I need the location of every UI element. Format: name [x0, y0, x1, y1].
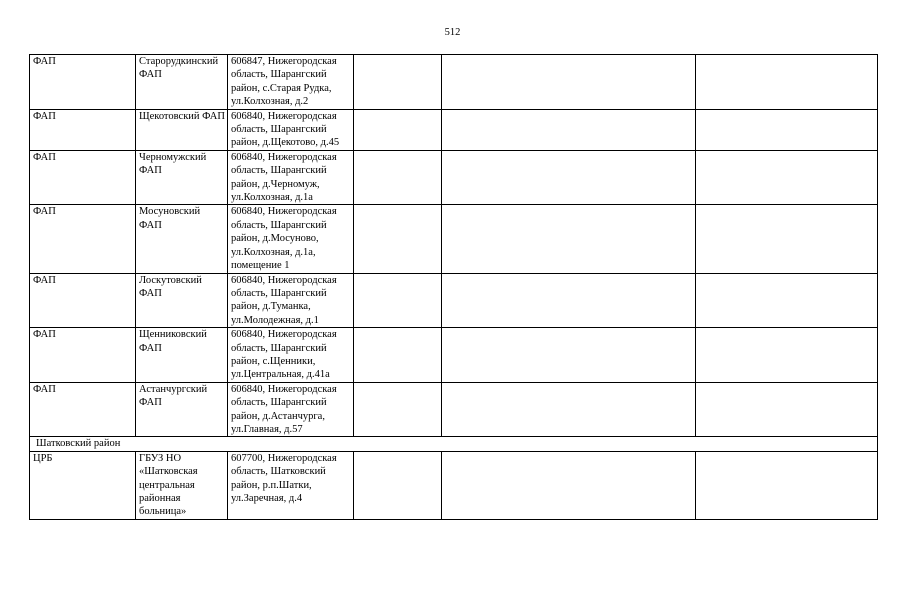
table-row	[30, 273, 878, 328]
facility-type-cell: ЦРБ	[30, 451, 136, 519]
section-header-row	[30, 437, 878, 451]
empty-cell	[442, 55, 696, 110]
facility-address-cell: 606840, Нижегородская область, Шарангский район, д.Астанчурга, ул.Главная, д.57	[228, 382, 354, 437]
page-number: 512	[444, 27, 461, 38]
empty-cell	[354, 273, 442, 328]
empty-cell	[442, 451, 696, 519]
facility-address-cell: 606840, Нижегородская область, Шарангский район, д.Мосуново, ул.Колхозная, д.1а, помещение 1	[228, 205, 354, 273]
facility-type-cell: ФАП	[30, 205, 136, 273]
facility-name-cell: Лоскутовский ФАП	[136, 273, 228, 328]
empty-cell	[696, 328, 878, 383]
facility-name-cell: Черномужский ФАП	[136, 150, 228, 205]
section-title: Шатковский район	[30, 437, 878, 451]
table-row	[30, 205, 878, 273]
facility-name-cell: Астанчургский ФАП	[136, 382, 228, 437]
empty-cell	[354, 109, 442, 150]
empty-cell	[354, 55, 442, 110]
facility-name-cell: Щенниковский ФАП	[136, 328, 228, 383]
empty-cell	[696, 55, 878, 110]
empty-cell	[696, 109, 878, 150]
empty-cell	[354, 382, 442, 437]
table-row	[30, 109, 878, 150]
empty-cell	[696, 382, 878, 437]
empty-cell	[442, 273, 696, 328]
table-row	[30, 55, 878, 110]
table-row	[30, 382, 878, 437]
facility-address-cell: 606840, Нижегородская область, Шарангский район, с.Щенники, ул.Центральная, д.41а	[228, 328, 354, 383]
empty-cell	[354, 150, 442, 205]
facility-address-cell: 606847, Нижегородская область, Шарангский район, с.Старая Рудка, ул.Колхозная, д.2	[228, 55, 354, 110]
facility-address-cell: 606840, Нижегородская область, Шарангский район, д.Туманка, ул.Молодежная, д.1	[228, 273, 354, 328]
empty-cell	[696, 150, 878, 205]
table-row	[30, 150, 878, 205]
empty-cell	[696, 451, 878, 519]
facilities-table	[29, 54, 878, 520]
empty-cell	[354, 205, 442, 273]
facility-name-cell: Мосуновский ФАП	[136, 205, 228, 273]
facility-name-cell: Щекотовский ФАП	[136, 109, 228, 150]
facility-type-cell: ФАП	[30, 328, 136, 383]
empty-cell	[442, 382, 696, 437]
facility-type-cell: ФАП	[30, 382, 136, 437]
table-row	[30, 451, 878, 519]
table-row	[30, 328, 878, 383]
facility-name-cell: ГБУЗ НО «Шатковская центральная районная больница»	[136, 451, 228, 519]
empty-cell	[442, 328, 696, 383]
empty-cell	[442, 109, 696, 150]
facility-type-cell: ФАП	[30, 55, 136, 110]
facility-address-cell: 606840, Нижегородская область, Шарангский район, д.Щекотово, д.45	[228, 109, 354, 150]
facility-type-cell: ФАП	[30, 109, 136, 150]
empty-cell	[696, 205, 878, 273]
empty-cell	[442, 150, 696, 205]
empty-cell	[442, 205, 696, 273]
facility-address-cell: 606840, Нижегородская область, Шарангский район, д.Черномуж, ул.Колхозная, д.1а	[228, 150, 354, 205]
empty-cell	[696, 273, 878, 328]
facility-name-cell: Старорудкинский ФАП	[136, 55, 228, 110]
facility-address-cell: 607700, Нижегородская область, Шатковский район, р.п.Шатки, ул.Заречная, д.4	[228, 451, 354, 519]
empty-cell	[354, 451, 442, 519]
facility-type-cell: ФАП	[30, 273, 136, 328]
empty-cell	[354, 328, 442, 383]
facility-type-cell: ФАП	[30, 150, 136, 205]
